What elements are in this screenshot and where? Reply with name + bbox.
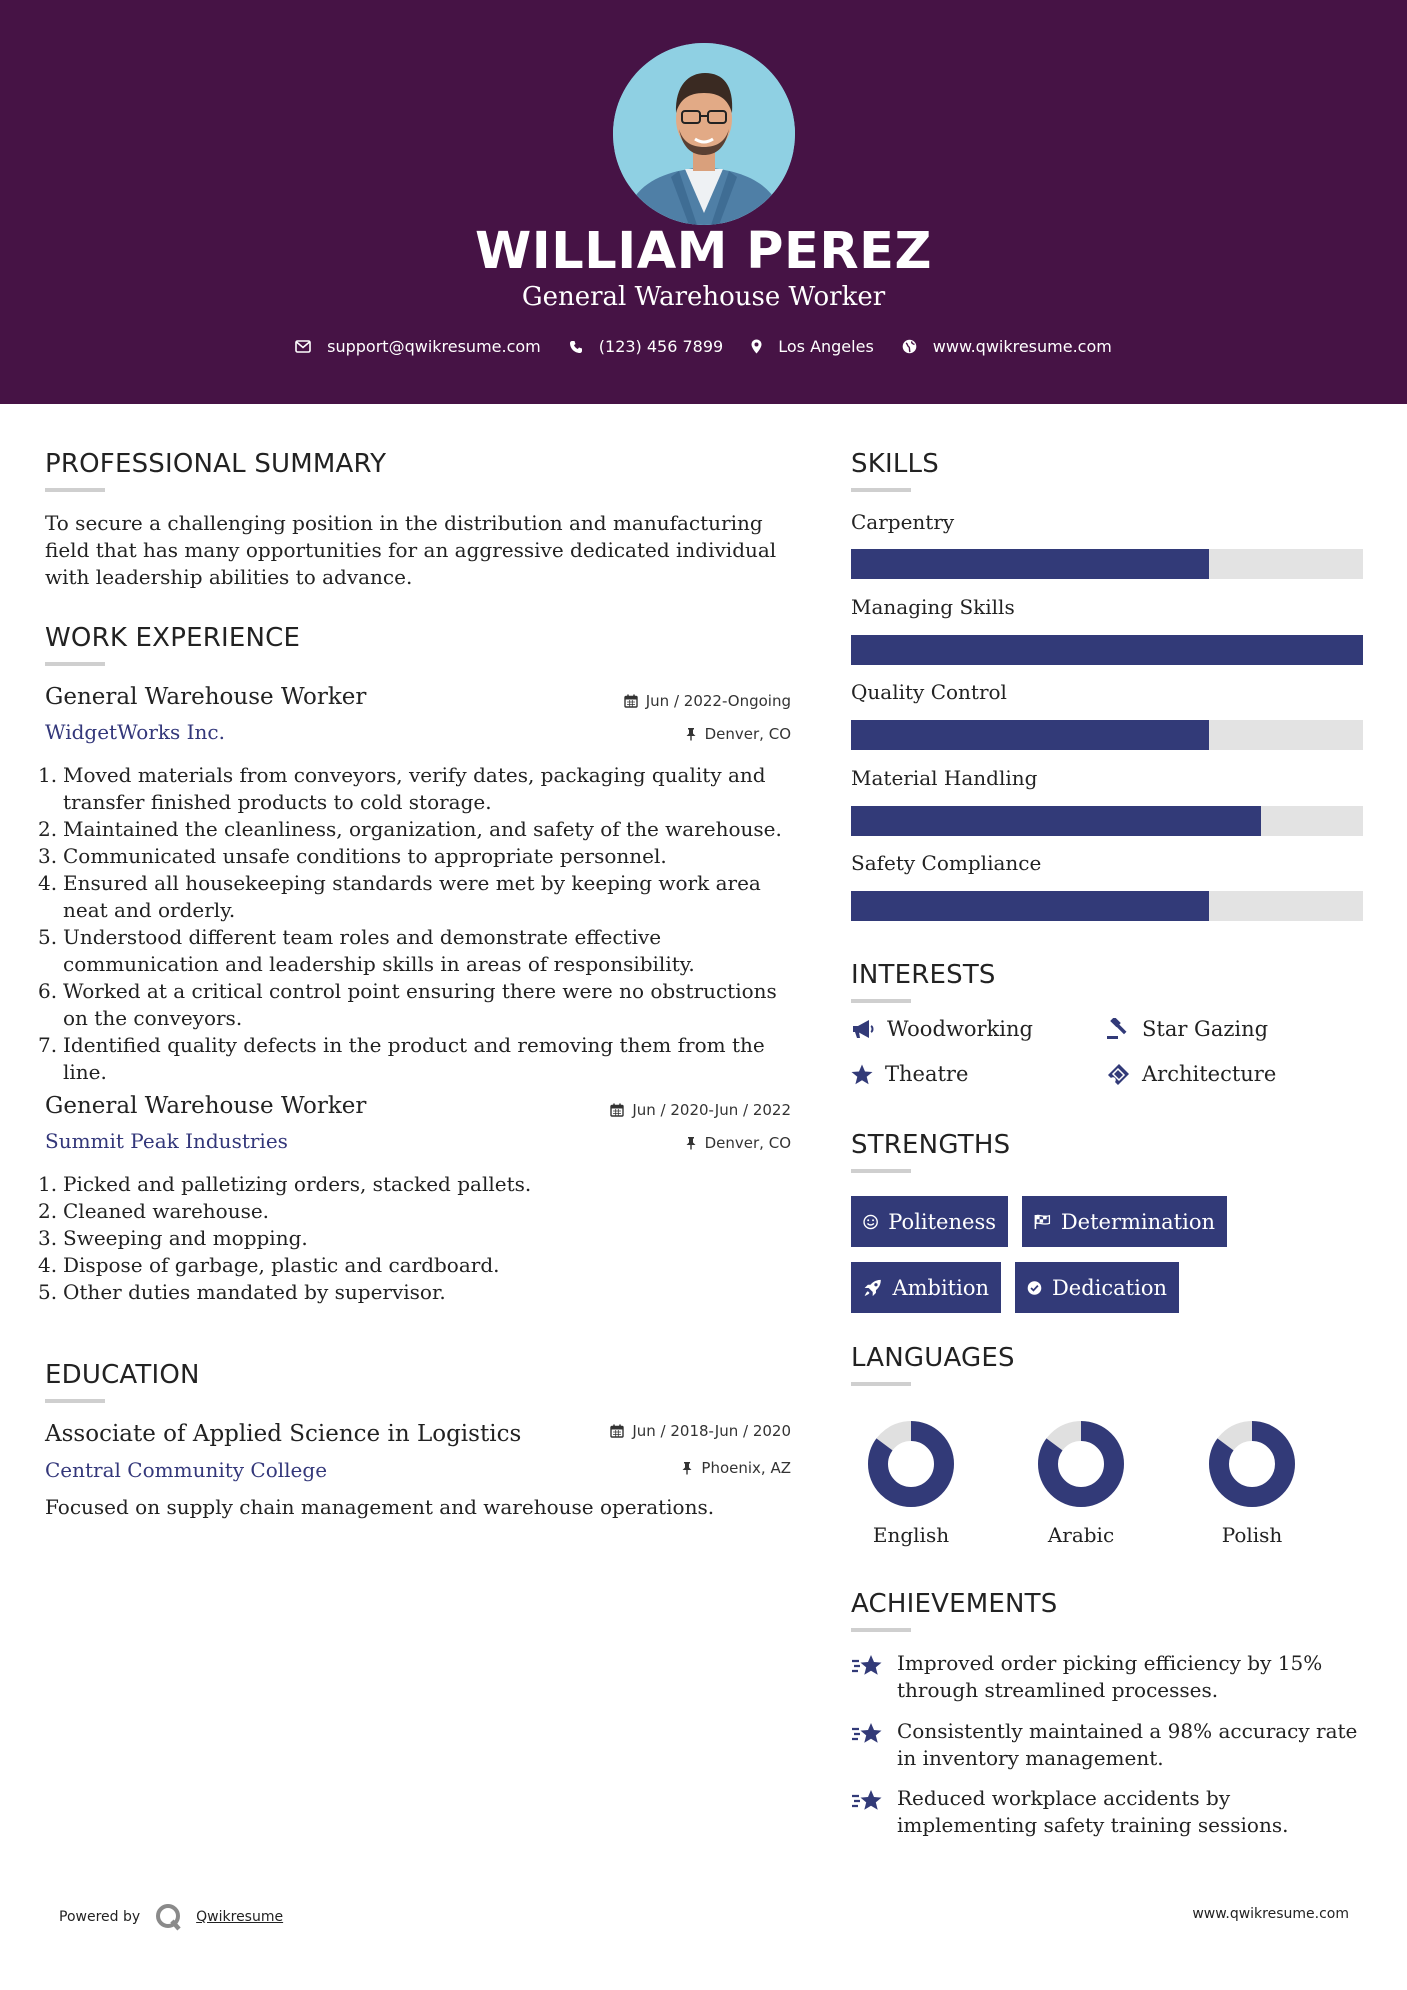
strengths-heading-rule [851, 1169, 911, 1173]
list-item: 1. Picked and palletizing orders, stacked pallets. [38, 1172, 532, 1196]
experience-heading-rule [45, 662, 105, 666]
education-location-text: Phoenix, AZ [701, 1459, 791, 1477]
candidate-name: WILLIAM PEREZ [475, 222, 932, 281]
skill-bar [851, 891, 1363, 921]
education-heading-rule [45, 1399, 105, 1403]
language-ring [868, 1421, 954, 1507]
location-text: Los Angeles [778, 337, 874, 356]
rocket-icon [863, 1276, 882, 1300]
skill-bar-fill [851, 635, 1363, 665]
job-2-title: General Warehouse Worker [45, 1093, 367, 1119]
list-item: 1. Moved materials from conveyors, verify dates, packaging quality and transfer finished products to cold storage. [38, 763, 766, 814]
interest-item: Woodworking [851, 1017, 1033, 1041]
list-item: 4. Dispose of garbage, plastic and cardboard. [38, 1253, 500, 1277]
gavel-icon [1106, 1018, 1130, 1040]
skill-bar-fill [851, 720, 1209, 750]
strengths-heading: STRENGTHS [851, 1130, 1011, 1160]
website-text: www.qwikresume.com [932, 337, 1112, 356]
skill-label: Safety Compliance [851, 851, 1042, 875]
list-item: 2. Maintained the cleanliness, organization, and safety of the warehouse. [38, 817, 782, 841]
strength-badge: Ambition [851, 1262, 1001, 1313]
education-description: Focused on supply chain management and warehouse operations. [45, 1495, 715, 1519]
summary-heading: PROFESSIONAL SUMMARY [45, 449, 387, 479]
bullhorn-icon [851, 1019, 875, 1039]
language-label: English [872, 1523, 950, 1547]
interest-item: Architecture [1106, 1062, 1276, 1086]
interests-heading-rule [851, 999, 911, 1003]
footer-website[interactable]: www.qwikresume.com [1192, 1906, 1349, 1922]
skills-heading-rule [851, 488, 911, 492]
profile-photo [613, 43, 795, 225]
ticket-icon [1106, 1063, 1130, 1085]
skill-bar [851, 720, 1363, 750]
job-2-duties [38, 1171, 798, 1306]
list-item: 4. Ensured all housekeeping standards were met by keeping work area neat and orderly. [38, 871, 761, 922]
education-dates [610, 1422, 791, 1440]
list-item: 5. Other duties mandated by supervisor. [38, 1280, 446, 1304]
language-label: Arabic [1047, 1523, 1115, 1547]
language-ring [1209, 1421, 1295, 1507]
job-2-dates [610, 1101, 791, 1119]
candidate-title: General Warehouse Worker [521, 282, 886, 312]
pushpin-icon [681, 1461, 693, 1475]
experience-heading: WORK EXPERIENCE [45, 623, 301, 653]
resume-header [0, 0, 1407, 404]
list-item: 5. Understood different team roles and demonstrate effective communication and leadership skills in areas of responsibility. [38, 925, 695, 976]
interests-heading: INTERESTS [851, 960, 996, 990]
interest-item: Star Gazing [1106, 1017, 1268, 1041]
star-icon [851, 1064, 873, 1085]
achievement-item: Improved order picking efficiency by 15% through streamlined processes. [851, 1650, 1371, 1704]
summary-text: To secure a challenging position in the distribution and manufacturing field that has many opportunities for an aggressive dedicated individual with leadership abilities to advance. [45, 511, 777, 589]
shooting-star-icon [851, 1787, 885, 1813]
list-item: 3. Sweeping and mopping. [38, 1226, 308, 1250]
contact-email[interactable] [295, 337, 541, 356]
job-1-dates [624, 692, 791, 710]
education-heading: EDUCATION [45, 1360, 200, 1390]
achievement-item: Reduced workplace accidents by implementing safety training sessions. [851, 1785, 1371, 1839]
contact-bar [0, 337, 1407, 356]
education-dates-text: Jun / 2018-Jun / 2020 [632, 1422, 791, 1440]
pushpin-icon [685, 1136, 697, 1150]
achievements-heading: ACHIEVEMENTS [851, 1589, 1058, 1619]
languages-heading: LANGUAGES [851, 1343, 1015, 1373]
job-1-title: General Warehouse Worker [45, 684, 367, 710]
qwikresume-logo-icon [154, 1902, 184, 1932]
list-item: 6. Worked at a critical control point ensuring there were no obstructions on the conveyors. [38, 979, 777, 1030]
map-pin-icon [751, 339, 762, 354]
education-degree: Associate of Applied Science in Logistics [45, 1421, 522, 1447]
shooting-star-icon [851, 1652, 885, 1678]
job-1-location [685, 725, 791, 743]
contact-phone[interactable] [569, 337, 723, 356]
languages-heading-rule [851, 1382, 911, 1386]
job-1-company[interactable]: WidgetWorks Inc. [45, 720, 225, 744]
strength-badge: Determination [1022, 1196, 1227, 1247]
list-item: 2. Cleaned warehouse. [38, 1199, 270, 1223]
education-school[interactable]: Central Community College [45, 1458, 328, 1482]
skill-bar [851, 549, 1363, 579]
skill-bar-fill [851, 806, 1261, 836]
list-item: 7. Identified quality defects in the product and removing them from the line. [38, 1033, 765, 1084]
job-2-location [685, 1134, 791, 1152]
skill-bar-fill [851, 891, 1209, 921]
shooting-star-icon [851, 1720, 885, 1746]
calendar-icon [610, 1424, 624, 1438]
skill-bar [851, 635, 1363, 665]
phone-icon [569, 340, 583, 354]
skill-label: Quality Control [851, 680, 1007, 704]
language-ring [1038, 1421, 1124, 1507]
job-2-location-text: Denver, CO [704, 1134, 791, 1152]
email-text: support@qwikresume.com [327, 337, 541, 356]
calendar-icon [610, 1103, 624, 1117]
achievement-item: Consistently maintained a 98% accuracy rate in inventory management. [851, 1718, 1371, 1772]
job-1-dates-text: Jun / 2022-Ongoing [645, 692, 791, 710]
skills-heading: SKILLS [851, 449, 939, 479]
skill-bar [851, 806, 1363, 836]
skill-label: Carpentry [851, 510, 955, 534]
job-2-company[interactable]: Summit Peak Industries [45, 1129, 288, 1153]
interest-item: Theatre [851, 1062, 968, 1086]
education-location [681, 1459, 791, 1477]
qwikresume-link[interactable]: Qwikresume [196, 1909, 284, 1925]
strength-badge: Dedication [1015, 1262, 1179, 1313]
calendar-icon [624, 694, 638, 708]
phone-text: (123) 456 7899 [598, 337, 724, 356]
list-item: 3. Communicated unsafe conditions to appropriate personnel. [38, 844, 667, 868]
job-1-location-text: Denver, CO [704, 725, 791, 743]
powered-by-text: Powered by [59, 1909, 141, 1925]
skill-bar-fill [851, 549, 1209, 579]
skill-label: Managing Skills [851, 595, 1015, 619]
job-1-duties [38, 762, 798, 1086]
pushpin-icon [685, 727, 697, 741]
strength-badge: Politeness [851, 1196, 1008, 1247]
summary-heading-rule [45, 488, 105, 492]
envelope-icon [295, 340, 311, 353]
contact-location [751, 337, 874, 356]
footer-powered-by [59, 1902, 283, 1932]
language-label: Polish [1221, 1523, 1283, 1547]
contact-website[interactable] [902, 337, 1112, 356]
globe-icon [902, 339, 917, 354]
skill-label: Material Handling [851, 766, 1038, 790]
achievements-heading-rule [851, 1628, 911, 1632]
smile-icon [863, 1211, 878, 1233]
job-2-dates-text: Jun / 2020-Jun / 2022 [632, 1101, 791, 1119]
check-circle-icon [1027, 1277, 1042, 1299]
flag-icon [1034, 1211, 1051, 1233]
